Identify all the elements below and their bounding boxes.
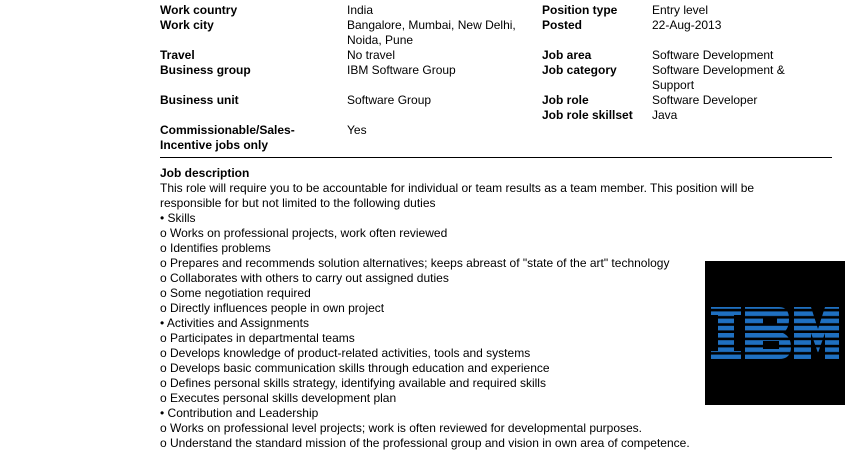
list-item: • Skills <box>160 211 196 225</box>
job-description-intro: This role will require you to be accountable for individual or team results as a team member. This position will be responsible for but not limited to the following duties <box>160 181 755 210</box>
business-unit-label: Business unit <box>160 93 239 107</box>
job-description-heading: Job description <box>160 166 250 180</box>
list-item: o Develops basic communication skills through education and experience <box>160 361 550 375</box>
work-city-label: Work city <box>160 18 214 32</box>
job-role-value: Software Developer <box>652 93 758 107</box>
list-item: o Prepares and recommends solution alternatives; keeps abreast of "state of the art" technology <box>160 256 670 270</box>
job-role-skillset-label: Job role skillset <box>542 108 633 122</box>
work-country-label: Work country <box>160 3 238 17</box>
posted-label: Posted <box>542 18 583 32</box>
business-group-value: IBM Software Group <box>347 63 456 77</box>
list-item: o Develops knowledge of product-related activities, tools and systems <box>160 346 531 360</box>
list-item: o Identifies problems <box>160 241 271 255</box>
section-divider <box>160 157 832 158</box>
position-type-value: Entry level <box>652 3 709 17</box>
job-details <box>160 0 832 450</box>
commissionable-value: Yes <box>347 123 367 137</box>
work-city-value-line2: Noida, Pune <box>347 33 414 47</box>
job-description <box>160 166 800 451</box>
list-item: o Some negotiation required <box>160 286 311 300</box>
list-item: o Defines personal skills strategy, identifying available and required skills <box>160 376 546 390</box>
job-category-value-line1: Software Development & <box>652 63 785 77</box>
travel-value: No travel <box>347 48 396 62</box>
list-item: o Collaborates with others to carry out assigned duties <box>160 271 449 285</box>
business-group-label: Business group <box>160 63 251 77</box>
job-description-list <box>160 211 800 451</box>
ibm-logo <box>705 261 845 405</box>
list-item: • Contribution and Leadership <box>160 406 319 420</box>
work-country-value: India <box>347 3 374 17</box>
list-item: o Executes personal skills development plan <box>160 391 397 405</box>
job-role-skillset-value: Java <box>652 108 678 122</box>
list-item: o Directly influences people in own project <box>160 301 385 315</box>
job-area-label: Job area <box>542 48 592 62</box>
list-item: o Understand the standard mission of the professional group and vision in own area of competence. <box>160 436 690 450</box>
travel-label: Travel <box>160 48 195 62</box>
commissionable-label-line1: Commissionable/Sales- <box>160 123 295 137</box>
list-item: o Works on professional projects, work often reviewed <box>160 226 448 240</box>
commissionable-label-line2: Incentive jobs only <box>160 138 269 152</box>
job-category-label: Job category <box>542 63 617 77</box>
posted-value: 22-Aug-2013 <box>652 18 722 32</box>
list-item: • Activities and Assignments <box>160 316 309 330</box>
list-item: o Participates in departmental teams <box>160 331 355 345</box>
business-unit-value: Software Group <box>347 93 432 107</box>
list-item: o Works on professional level projects; work is often reviewed for developmental purposes. <box>160 421 643 435</box>
position-type-label: Position type <box>542 3 618 17</box>
job-facts-table <box>160 0 832 156</box>
job-area-value: Software Development <box>652 48 774 62</box>
work-city-value-line1: Bangalore, Mumbai, New Delhi, <box>347 18 516 32</box>
ibm-logo-mark <box>705 261 845 405</box>
job-role-label: Job role <box>542 93 589 107</box>
job-category-value-line2: Support <box>652 78 695 92</box>
